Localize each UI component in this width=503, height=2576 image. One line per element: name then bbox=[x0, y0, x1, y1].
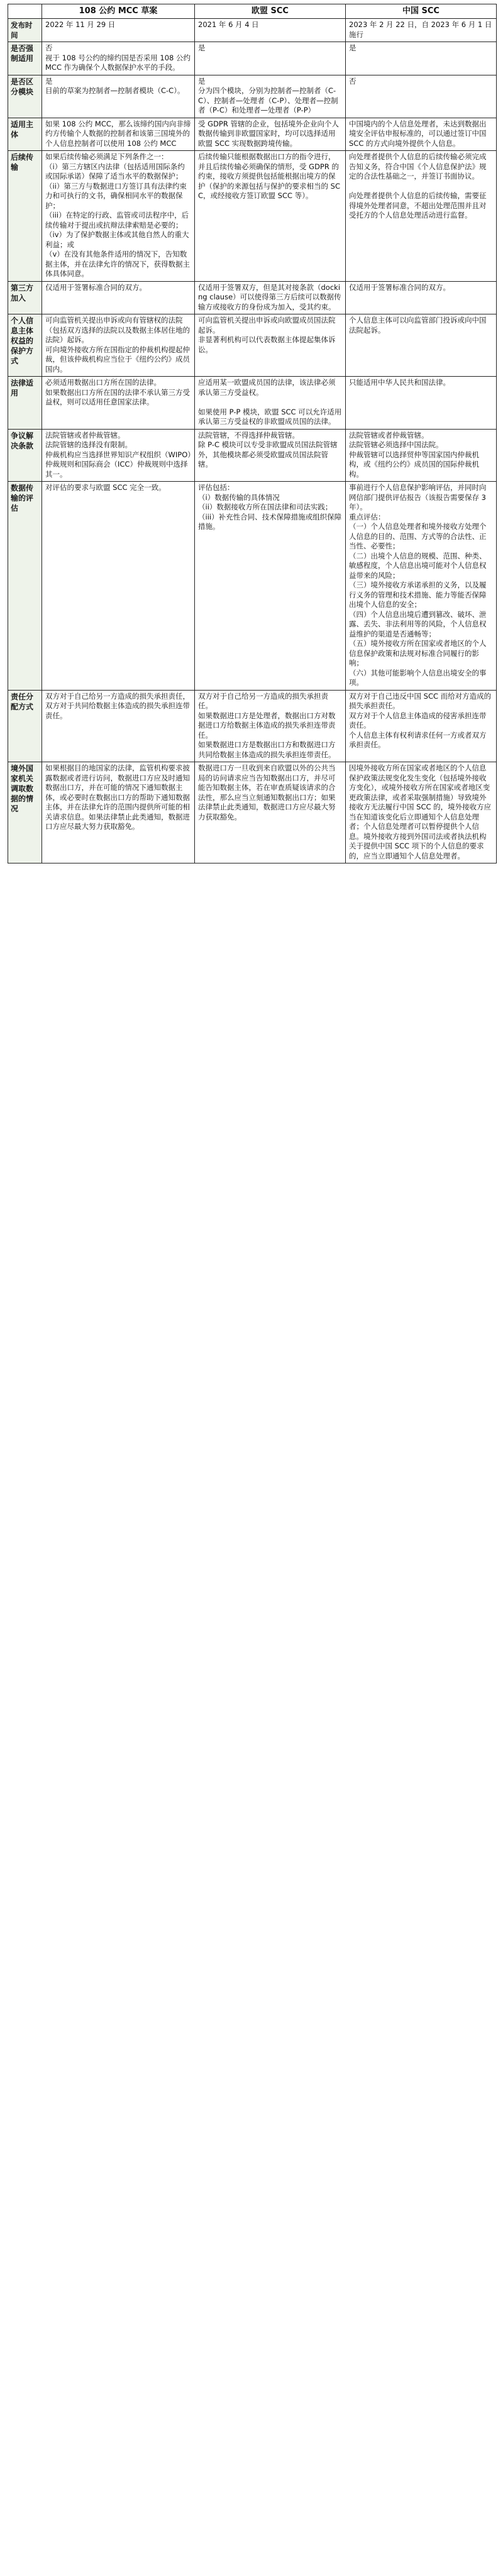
cell-paragraph: 因境外接收方所在国家或者地区的个人信息保护政策法规变化发生变化（包括境外接收方变化），或境外接收方所在国家或者地区变更政策法律，或者采取强制措施）导致境外接收方无法履行中国 SCC 的，境外接收方应当在知道该变化后立即通知个人信息处理者；个人信息处理者可以暂停提供个人信息。境外接收方接到外国司法或者执法机构关于提供中国 SCC 项下的个人信息的要求的，应当立即通知个人信息处理者。 bbox=[349, 763, 492, 860]
cell-paragraph: （二）出境个人信息的规模、范围、种类、敏感程度，个人信息出境可能对个人信息权益带来的风险； bbox=[349, 551, 487, 580]
cell-paragraph: 对评估的要求与欧盟 SCC 完全一致。 bbox=[45, 483, 166, 492]
cell-paragraph: 可向监管机关提出申诉或向欧盟成员国法院起诉。 bbox=[198, 316, 336, 335]
cell-paragraph: 仅适用于签署双方，但是其对接条款（docking clause）可以使得第三方后续可以数据传输方或接收方的身份成为加入，受其约束。 bbox=[198, 282, 341, 311]
table-row bbox=[8, 75, 497, 118]
cell-paragraph: （一）个人信息处理者和境外接收方处理个人信息的目的、范围、方式等的合法性、正当性、必要性； bbox=[349, 522, 487, 550]
cell-eu-scc bbox=[195, 281, 346, 314]
cell-paragraph bbox=[349, 182, 493, 192]
cell-china-scc bbox=[346, 151, 497, 282]
cell-paragraph: （iii）补充性合同、技术保障措施或组织保障措施。 bbox=[198, 512, 342, 531]
cell-paragraph: 个人信息主体有权利请求任何一方或者双方承担责任。 bbox=[349, 730, 487, 749]
cell-eu-scc bbox=[195, 118, 346, 151]
cell-paragraph: （ii）数据接收方所在国法律和司法实践； bbox=[198, 502, 333, 511]
cell-paragraph: （iv）为了保护数据主体或其他自然人的重大利益；或 bbox=[45, 230, 189, 249]
cell-paragraph: 可向境外接收方所在国指定的仲裁机构提起仲裁，但该仲裁机构应当位于《纽约公约》成员国内。 bbox=[45, 345, 190, 374]
cell-paragraph: 视于 108 号公约的缔约国是否采用 108 公约 MCC 作为确保个人数据保护水平的手段。 bbox=[45, 53, 191, 72]
cell-paragraph: 法院管辖必须选择中国法院。 bbox=[349, 440, 443, 449]
cell-eu-scc bbox=[195, 690, 346, 762]
cell-eu-scc bbox=[195, 42, 346, 75]
cell-paragraph: 如果数据进口方是处理者，数据出口方对数据进口方给数据主体造成的损失承担连带责任。 bbox=[198, 711, 336, 740]
cell-paragraph: 2023 年 2 月 22 日，自 2023 年 6 月 1 日施行 bbox=[349, 20, 492, 39]
cell-paragraph: 向处理者提供个人信息的后续传输，需要征得境外处理者同意，不超出处理范围并且对受托方的个人信息处理活动进行监督。 bbox=[349, 191, 487, 219]
cell-paragraph: （六）其他可能影响个人信息出境安全的事项。 bbox=[349, 668, 487, 687]
table-row bbox=[8, 482, 497, 691]
cell-paragraph: 中国境内的个人信息处理者，未达到数据出境安全评估申报标准的，可以通过签订中国 SCC 的方式向境外提供个人信息。 bbox=[349, 119, 487, 148]
cell-china-scc bbox=[346, 281, 497, 314]
table-body bbox=[8, 19, 497, 863]
cell-108-mcc bbox=[42, 429, 195, 482]
table-row bbox=[8, 42, 497, 75]
row-label: 是否区分模块 bbox=[8, 75, 42, 118]
cell-paragraph: （三）境外接收方承诺承担的义务，以及履行义务的管理和技术措施、能力等能否保障出境个人信息的安全； bbox=[349, 580, 487, 609]
cell-paragraph: 重点评估： bbox=[349, 512, 385, 521]
cell-108-mcc bbox=[42, 314, 195, 377]
cell-paragraph: 双方对于自己违反中国 SCC 而给对方造成的损失承担责任。 bbox=[349, 691, 492, 710]
cell-eu-scc bbox=[195, 429, 346, 482]
table-row bbox=[8, 429, 497, 482]
cell-paragraph: 仅适用于签署标准合同的双方。 bbox=[45, 282, 146, 292]
cell-paragraph: 法院管辖或者仲裁管辖。 bbox=[349, 430, 429, 440]
cell-paragraph: 2021 年 6 月 4 日 bbox=[198, 20, 259, 29]
cell-paragraph: 必须适用数据出口方所在国的法律。 bbox=[45, 378, 161, 387]
header-eu-scc: 欧盟 SCC bbox=[195, 4, 346, 19]
header-108-mcc: 108 公约 MCC 草案 bbox=[42, 4, 195, 19]
cell-paragraph: 法院管辖的选择没有限制。 bbox=[45, 440, 132, 449]
cell-paragraph: 法院管辖或者仲裁管辖。 bbox=[45, 430, 125, 440]
cell-paragraph: 应适用某一欧盟成员国的法律，该法律必须承认第三方受益权。 bbox=[198, 378, 336, 397]
cell-paragraph: 是 bbox=[45, 76, 53, 86]
row-label: 争议解决条款 bbox=[8, 429, 42, 482]
header-china-scc: 中国 SCC bbox=[346, 4, 497, 19]
comparison-table bbox=[8, 4, 497, 863]
cell-paragraph: 双方对于自己给另一方造成的损失承担责任。 bbox=[198, 691, 328, 710]
cell-china-scc bbox=[346, 762, 497, 863]
row-label: 发布时间 bbox=[8, 19, 42, 42]
row-label: 适用主体 bbox=[8, 118, 42, 151]
cell-paragraph: （四）个人信息出境后遭到篡改、破坏、泄露、丢失、非法利用等的风险，个人信息权益维护的渠道是否通畅等； bbox=[349, 609, 487, 638]
cell-eu-scc bbox=[195, 19, 346, 42]
cell-108-mcc bbox=[42, 482, 195, 691]
row-label: 境外国家机关调取数据的情况 bbox=[8, 762, 42, 863]
table-row bbox=[8, 762, 497, 863]
cell-paragraph: （i）数据传输的具体情况 bbox=[198, 492, 280, 502]
cell-paragraph: 是 bbox=[349, 43, 357, 52]
cell-108-mcc bbox=[42, 690, 195, 762]
cell-paragraph: 双方对于自己给另一方造成的损失承担责任，双方对于共同给数据主体造成的损失承担连带责任。 bbox=[45, 691, 190, 720]
cell-paragraph: 是 bbox=[198, 76, 206, 86]
cell-eu-scc bbox=[195, 314, 346, 377]
cell-paragraph: 评估包括： bbox=[198, 483, 235, 492]
cell-paragraph: 双方对于个人信息主体造成的侵害承担连带责任。 bbox=[349, 711, 487, 730]
table-row bbox=[8, 118, 497, 151]
cell-paragraph: 如果后续传输必须满足下列条件之一： bbox=[45, 152, 169, 161]
cell-paragraph: 如果根据目的地国家的法律，监管机构要求披露数据或者进行访问，数据进口方应及时通知数据出口方，并在可能的情况下通知数据主体，或必要时在数据出口方的帮助下通知数据主体，并在法律允许的范围内提供所可能的相关请求信息。如果法律禁止此类通知，数据进口方应尽最大努力获取豁免。 bbox=[45, 763, 190, 831]
row-label: 第三方加入 bbox=[8, 281, 42, 314]
cell-paragraph: 非显著利机构可以代表数据主体提起集体诉讼。 bbox=[198, 335, 336, 354]
cell-eu-scc bbox=[195, 75, 346, 118]
cell-108-mcc bbox=[42, 377, 195, 430]
cell-paragraph: 数据进口方一旦收到来自欧盟以外的公共当局的访问请求应当告知数据出口方，并尽可能告知数据主体，若在审查质疑该请求的合法性，那么应当立刻通知数据出口方；如果法律禁止此类通知，数据进口方应尽最大努力获取豁免。 bbox=[198, 763, 336, 821]
cell-paragraph: （五）境外接收方所在国家或者地区的个人信息保护政策和法规对标准合同履行的影响； bbox=[349, 639, 487, 667]
cell-paragraph: 个人信息主体可以向监管部门投诉或向中国法院起诉。 bbox=[349, 316, 487, 335]
cell-paragraph bbox=[198, 397, 342, 408]
cell-eu-scc bbox=[195, 482, 346, 691]
cell-paragraph: （iii）在特定的行政、监管或司法程序中，后续传输对于提出或抗辩法律索赔是必要的； bbox=[45, 211, 189, 230]
cell-108-mcc bbox=[42, 762, 195, 863]
table-row bbox=[8, 690, 497, 762]
cell-china-scc bbox=[346, 482, 497, 691]
cell-108-mcc bbox=[42, 42, 195, 75]
table-row bbox=[8, 377, 497, 430]
cell-china-scc bbox=[346, 377, 497, 430]
row-label: 个人信息主体权益的保护方式 bbox=[8, 314, 42, 377]
cell-eu-scc bbox=[195, 377, 346, 430]
cell-paragraph: 如果 108 公约 MCC，那么该缔约国内向非缔约方传输个人数据的控制者和该第三国境外的个人信息控制者可以使用 108 公约 MCC bbox=[45, 119, 191, 148]
cell-108-mcc bbox=[42, 281, 195, 314]
row-label: 后续传输 bbox=[8, 151, 42, 282]
cell-108-mcc bbox=[42, 19, 195, 42]
cell-paragraph: 可向监管机关提出申诉或向有管辖权的法院（包括双方选择的法院以及数据主体居住地的法院）起诉。 bbox=[45, 316, 190, 344]
cell-paragraph: 事前进行个人信息保护影响评估，并同时向网信部门提供评估报告（该报告需要保存 3 年）。 bbox=[349, 483, 487, 511]
table-row bbox=[8, 151, 497, 282]
row-label: 数据传输的评估 bbox=[8, 482, 42, 691]
row-label: 是否强制适用 bbox=[8, 42, 42, 75]
cell-china-scc bbox=[346, 42, 497, 75]
cell-paragraph: 法院管辖，不得选择仲裁管辖。 bbox=[198, 430, 299, 440]
table-row bbox=[8, 314, 497, 377]
row-label: 法律适用 bbox=[8, 377, 42, 430]
header-row bbox=[8, 4, 497, 19]
cell-paragraph: 是 bbox=[198, 43, 206, 52]
cell-china-scc bbox=[346, 690, 497, 762]
cell-108-mcc bbox=[42, 151, 195, 282]
row-label: 责任分配方式 bbox=[8, 690, 42, 762]
cell-paragraph: 除 P-C 模块可以专受非欧盟成员国法院管辖外，其他模块都必须受欧盟成员国法院管辖。 bbox=[198, 440, 338, 469]
cell-paragraph: 否 bbox=[349, 76, 357, 86]
cell-paragraph: 仅适用于签署标准合同的双方。 bbox=[349, 282, 450, 292]
cell-paragraph: 如果数据出口方所在国的法律不承认第三方受益权，则可以适用任意国家法律。 bbox=[45, 387, 190, 406]
cell-paragraph: 受 GDPR 管辖的企业，包括境外企业向个人数据传输到非欧盟国家时，均可以选择适用欧盟 SCC 实现数据跨境传输。 bbox=[198, 119, 340, 148]
cell-eu-scc bbox=[195, 762, 346, 863]
header-corner bbox=[8, 4, 42, 19]
cell-paragraph: 向处理者提供个人信息的后续传输必须完成告知义务，符合中国《个人信息保护法》规定的合法性基础之一，并签订书面协议。 bbox=[349, 152, 487, 180]
table-row bbox=[8, 281, 497, 314]
cell-paragraph: 仲裁机构应当选择世界知识产权组织（WIPO）仲裁规则和国际商会（ICC）仲裁规则中选择其一。 bbox=[45, 450, 191, 479]
cell-paragraph: 如果使用 P-P 模块，欧盟 SCC 可以允许适用承认第三方受益权的非欧盟成员国的法律。 bbox=[198, 407, 342, 426]
cell-china-scc bbox=[346, 314, 497, 377]
cell-paragraph: 仲裁管辖可以选择贸仲等国家国内仲裁机构，或《纽约公约》成员国的国际仲裁机构。 bbox=[349, 450, 479, 479]
cell-paragraph: 如果数据进口方是数据出口方和数据进口方共同给数据主体造成的损失承担连带责任。 bbox=[198, 740, 336, 759]
cell-paragraph: 只能适用中华人民共和国法律。 bbox=[349, 378, 450, 387]
cell-paragraph: 分为四个模块，分别为控制者—控制者（C-C）、控制者—处理者（C-P）、处理者—控制者（P-C）和处理者—处理者（P-P） bbox=[198, 86, 338, 114]
cell-paragraph: （ii）第三方与数据进口方签订具有法律约束力和可执行的文书，确保相同水平的数据保护； bbox=[45, 181, 187, 210]
cell-china-scc bbox=[346, 118, 497, 151]
cell-108-mcc bbox=[42, 118, 195, 151]
cell-paragraph: 否 bbox=[45, 43, 53, 52]
cell-paragraph: 目前的草案为控制者—控制者模块（C-C）。 bbox=[45, 86, 185, 95]
cell-china-scc bbox=[346, 75, 497, 118]
cell-eu-scc bbox=[195, 151, 346, 282]
cell-108-mcc bbox=[42, 75, 195, 118]
cell-china-scc bbox=[346, 429, 497, 482]
cell-paragraph: （i）第三方辖区内法律（包括适用国际条约或国际承诺）保障了适当水平的数据保护； bbox=[45, 162, 185, 180]
cell-paragraph: （v）在没有其他条件适用的情况下，告知数据主体，并在法律允许的情况下，获得数据主体具体同意。 bbox=[45, 250, 190, 278]
cell-paragraph: 后续传输只能根据数据出口方的指令进行，并且后续传输必须确保的情形，受 GDPR 的约束，接收方须提供包括能根据出境方的保护（保护的来源包括与保护的要求相当的 SCC，或经接收方签订欧盟 SCC 等）。 bbox=[198, 152, 340, 200]
cell-paragraph: 2022 年 11 月 29 日 bbox=[45, 20, 116, 29]
cell-china-scc bbox=[346, 19, 497, 42]
table-row bbox=[8, 19, 497, 42]
